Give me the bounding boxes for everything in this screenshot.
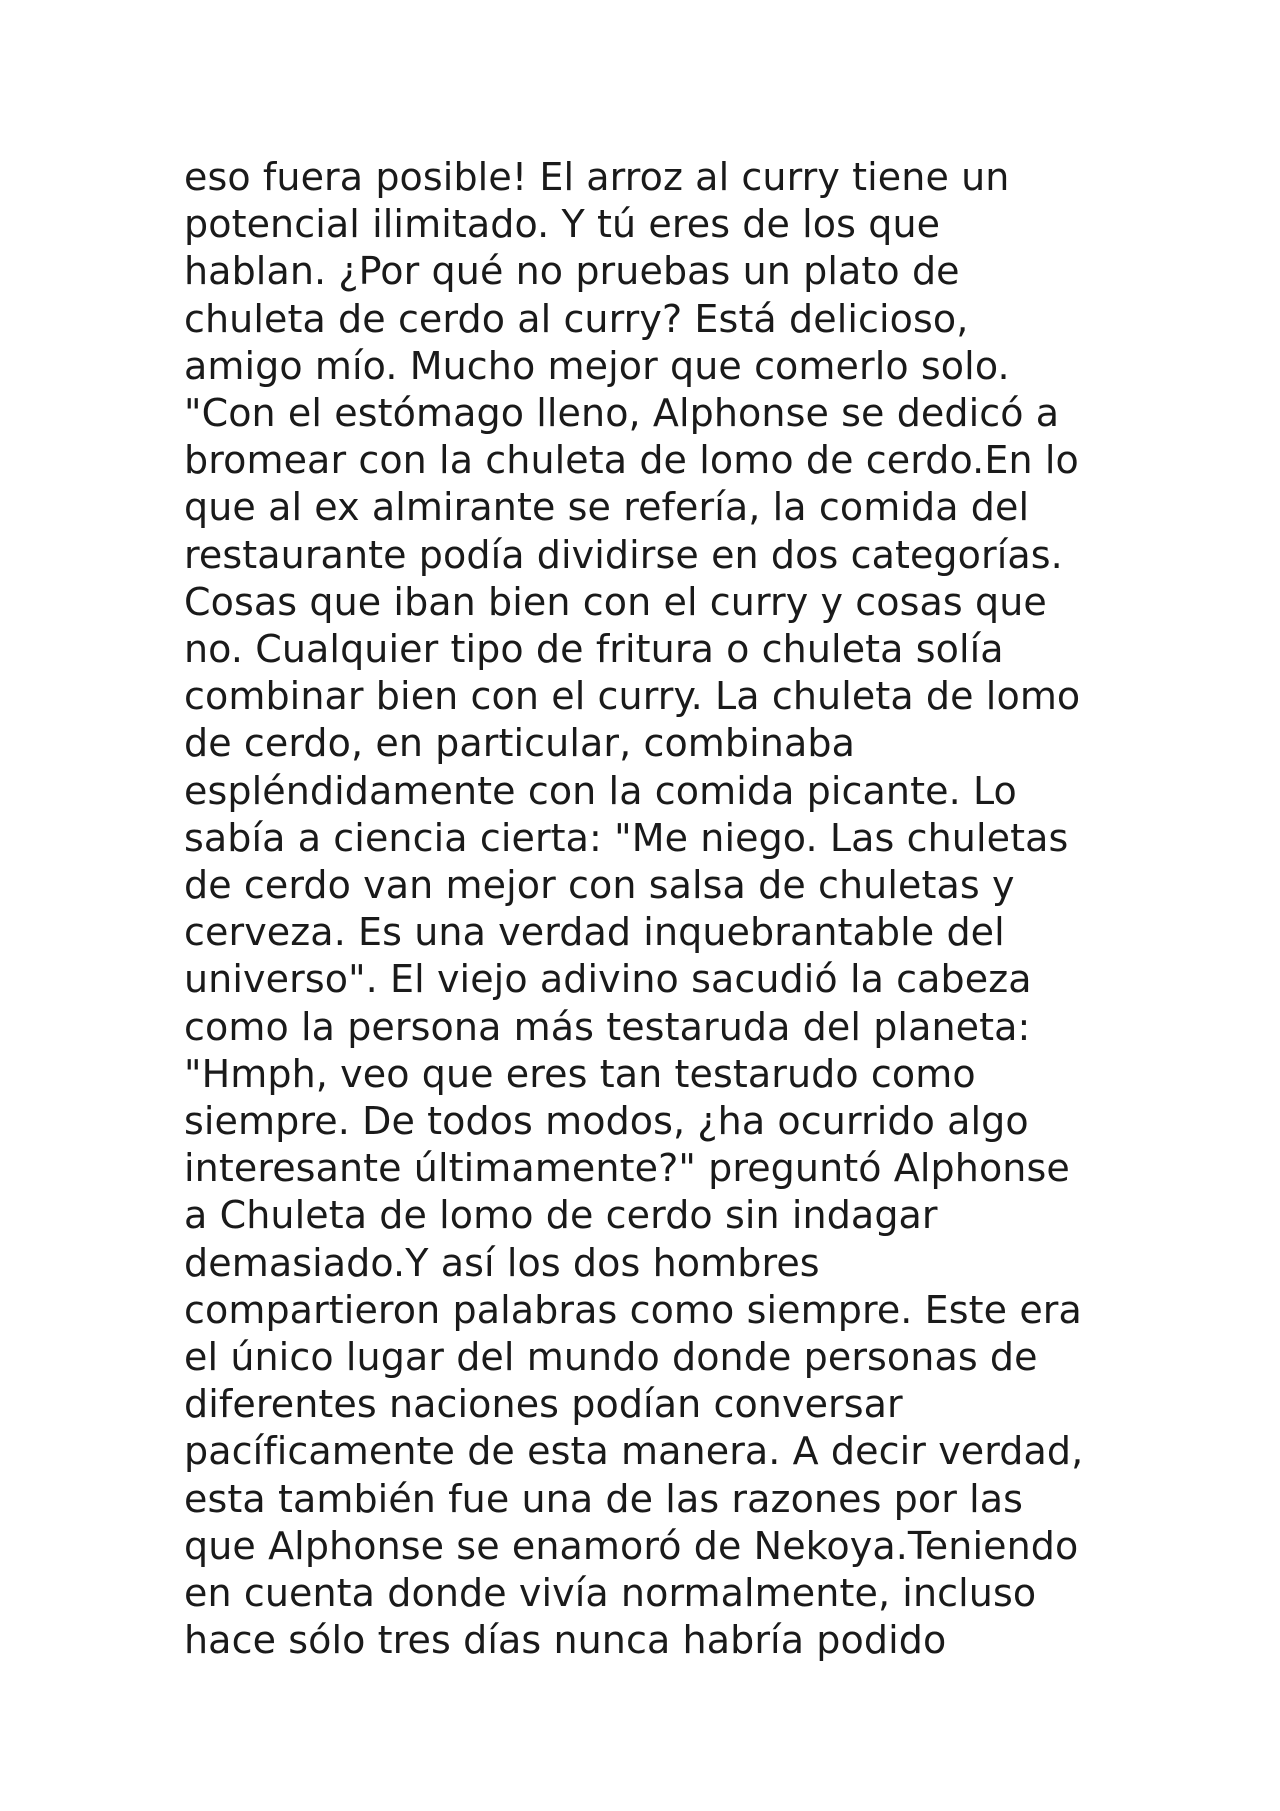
text-line: espléndidamente con la comida picante. Lo: [184, 768, 1017, 813]
text-line: compartieron palabras como siempre. Este era: [184, 1287, 1082, 1332]
text-line: siempre. De todos modos, ¿ha ocurrido algo: [184, 1099, 1029, 1144]
text-line: interesante últimamente?" preguntó Alphonse: [184, 1146, 1070, 1191]
text-line: que Alphonse se enamoró de Nekoya.Teniendo: [184, 1523, 1079, 1568]
text-line: universo". El viejo adivino sacudió la cabeza: [184, 957, 1032, 1002]
text-line: el único lugar del mundo donde personas de: [184, 1335, 1038, 1380]
text-line: como la persona más testaruda del planeta:: [184, 1004, 1031, 1049]
body-text: [184, 154, 1184, 1665]
text-line: pacíficamente de esta manera. A decir verdad,: [184, 1429, 1084, 1474]
text-line: eso fuera posible! El arroz al curry tiene un: [184, 155, 1010, 199]
text-line: de cerdo, en particular, combinaba: [184, 721, 855, 766]
text-line: diferentes naciones podían conversar: [184, 1382, 903, 1427]
text-line: bromear con la chuleta de lomo de cerdo.En lo: [184, 438, 1079, 483]
text-line: hablan. ¿Por qué no pruebas un plato de: [184, 249, 960, 294]
text-line: demasiado.Y así los dos hombres: [184, 1240, 820, 1285]
text-line: de cerdo van mejor con salsa de chuletas y: [184, 863, 1015, 908]
text-line: chuleta de cerdo al curry? Está delicioso,: [184, 296, 969, 341]
text-line: cerveza. Es una verdad inquebrantable del: [184, 910, 1005, 955]
text-line: sabía a ciencia cierta: "Me niego. Las chuletas: [184, 815, 1069, 860]
text-line: esta también fue una de las razones por las: [184, 1476, 1024, 1521]
text-line: potencial ilimitado. Y tú eres de los que: [184, 202, 941, 247]
text-line: no. Cualquier tipo de fritura o chuleta solía: [184, 627, 1004, 672]
text-line: hace sólo tres días nunca habría podido: [184, 1618, 947, 1663]
text-line: que al ex almirante se refería, la comida del: [184, 485, 1030, 530]
text-line: en cuenta donde vivía normalmente, incluso: [184, 1571, 1037, 1616]
text-line: Cosas que iban bien con el curry y cosas que: [184, 579, 1047, 624]
text-line: amigo mío. Mucho mejor que comerlo solo.: [184, 343, 1010, 388]
text-line: "Con el estómago lleno, Alphonse se dedicó a: [184, 391, 1060, 436]
text-line: "Hmph, veo que eres tan testarudo como: [184, 1051, 976, 1096]
text-line: combinar bien con el curry. La chuleta de lomo: [184, 674, 1081, 719]
text-line: a Chuleta de lomo de cerdo sin indagar: [184, 1193, 938, 1238]
text-line: restaurante podía dividirse en dos categorías.: [184, 532, 1063, 577]
